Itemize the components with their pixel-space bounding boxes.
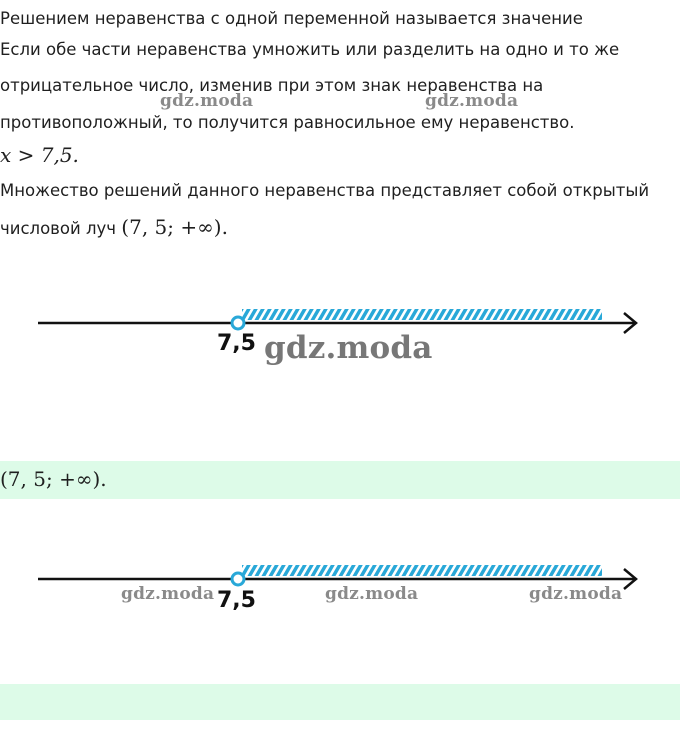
watermark: gdz.moda <box>529 584 623 604</box>
interval: (7, 5; +∞). <box>121 215 228 239</box>
open-point <box>232 573 244 585</box>
watermark: gdz.moda <box>325 584 419 604</box>
answer-interval: (7, 5; +∞). <box>0 467 107 491</box>
text-line-6 <box>0 217 228 239</box>
point-label: 7,5 <box>217 331 256 356</box>
open-point <box>232 317 244 329</box>
watermark: gdz.moda <box>425 91 519 111</box>
text-line-3: отрицательное число, изменив при этом знак неравенства на <box>0 76 544 95</box>
solution-hatch <box>242 309 602 320</box>
watermark: gdz.moda <box>264 330 433 366</box>
text-line-2: Если обе части неравенства умножить или разделить на одно и то же <box>0 40 620 59</box>
text-line-6-prefix: числовой луч <box>0 219 117 238</box>
text-line-5: Множество решений данного неравенства представляет собой открытый <box>0 181 650 200</box>
point-label: 7,5 <box>217 588 256 613</box>
solution-hatch <box>242 565 602 576</box>
text-line-1: Решением неравенства с одной переменной называется значение <box>0 9 583 28</box>
answer-band-empty <box>0 684 680 720</box>
inequality: x > 7,5. <box>0 143 79 167</box>
text-line-4: противоположный, то получится равносильное ему неравенство. <box>0 113 575 132</box>
watermark: gdz.moda <box>121 584 215 604</box>
watermark: gdz.moda <box>160 91 254 111</box>
